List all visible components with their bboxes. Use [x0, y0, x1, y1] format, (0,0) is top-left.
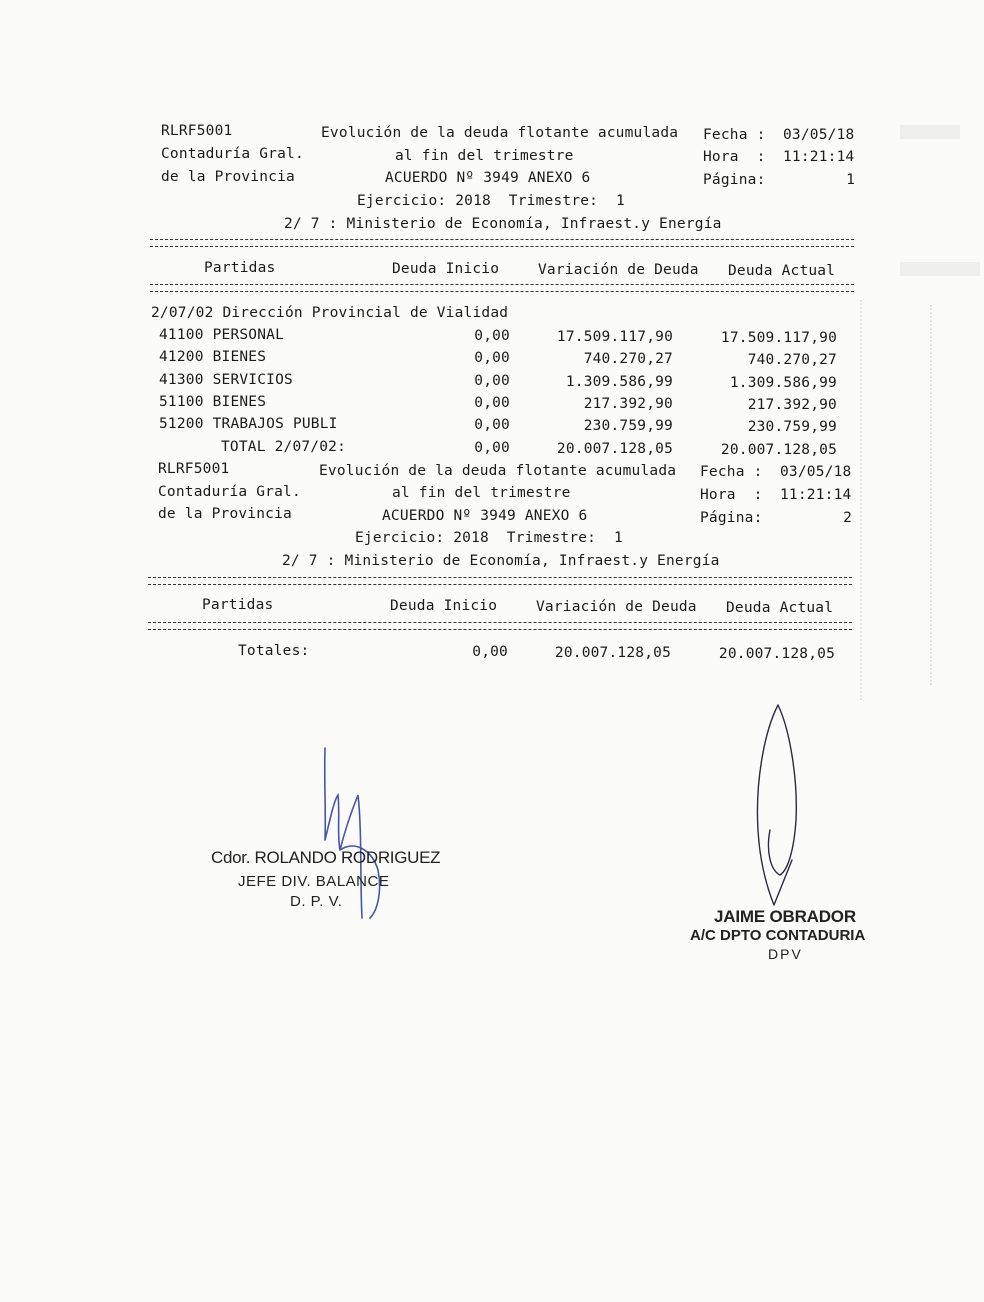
row-actual: 217.392,90	[747, 397, 837, 413]
col-partidas: Partidas	[202, 597, 274, 613]
row-variacion: 217.392,90	[583, 396, 673, 412]
pagina-value: 2	[843, 510, 852, 526]
total-variacion: 20.007.128,05	[556, 441, 673, 457]
fecha-value: 03/05/18	[783, 127, 855, 143]
fecha-label: Fecha :	[703, 127, 766, 143]
ejercicio-line: Ejercicio: 2018 Trimestre: 1	[355, 530, 623, 546]
row-actual: 17.509.117,90	[720, 330, 837, 346]
row-inicio: 0,00	[474, 373, 510, 389]
double-rule	[150, 239, 854, 247]
row-partida: 51200 TRABAJOS PUBLI	[159, 416, 338, 432]
pagina-value: 1	[846, 172, 855, 188]
section-title: 2/07/02 Dirección Provincial de Vialidad	[151, 305, 509, 321]
row-variacion: 1.309.586,99	[565, 374, 673, 390]
report-subtitle: al fin del trimestre	[395, 148, 574, 164]
total-label: TOTAL 2/07/02:	[221, 439, 347, 455]
total-actual: 20.007.128,05	[720, 442, 837, 458]
row-partida: 41100 PERSONAL	[159, 327, 285, 343]
total-inicio: 0,00	[474, 440, 510, 456]
signer-name: JAIME OBRADOR	[714, 907, 856, 926]
report-title: Evolución de la deuda flotante acumulada	[321, 125, 679, 141]
hora-value: 11:21:14	[780, 487, 852, 503]
row-partida: 51100 BIENES	[159, 394, 267, 410]
report-code: RLRF5001	[161, 123, 233, 139]
pagina-label: Página:	[703, 172, 766, 188]
col-variacion: Variación de Deuda	[538, 262, 699, 278]
row-variacion: 230.759,99	[583, 418, 673, 434]
col-variacion: Variación de Deuda	[536, 599, 697, 615]
ejercicio-line: Ejercicio: 2018 Trimestre: 1	[357, 193, 625, 209]
totales-label: Totales:	[238, 643, 310, 659]
signer-role: JEFE DIV. BALANCE	[238, 873, 390, 890]
double-rule	[148, 622, 852, 630]
signer-org: D. P. V.	[290, 893, 343, 910]
signer-role: A/C DPTO CONTADURIA	[690, 927, 866, 944]
row-variacion: 17.509.117,90	[556, 329, 673, 345]
totales-actual: 20.007.128,05	[718, 646, 835, 662]
signer-org: DPV	[768, 946, 803, 962]
report-code: RLRF5001	[158, 461, 230, 477]
totales-variacion: 20.007.128,05	[554, 645, 671, 661]
org-line-1: Contaduría Gral.	[158, 484, 301, 500]
fecha-value: 03/05/18	[780, 464, 852, 480]
org-line-2: de la Provincia	[158, 506, 292, 522]
col-deuda-inicio: Deuda Inicio	[392, 261, 500, 277]
col-deuda-actual: Deuda Actual	[726, 600, 834, 616]
report-subtitle: al fin del trimestre	[392, 485, 571, 501]
row-variacion: 740.270,27	[583, 351, 673, 367]
acuerdo-line: ACUERDO Nº 3949 ANEXO 6	[385, 170, 591, 186]
acuerdo-line: ACUERDO Nº 3949 ANEXO 6	[382, 508, 588, 524]
org-line-2: de la Provincia	[161, 169, 295, 185]
totales-inicio: 0,00	[472, 644, 508, 660]
row-actual: 230.759,99	[747, 419, 837, 435]
org-line-1: Contaduría Gral.	[161, 146, 304, 162]
col-deuda-inicio: Deuda Inicio	[390, 598, 498, 614]
fecha-label: Fecha :	[700, 464, 763, 480]
row-partida: 41300 SERVICIOS	[159, 372, 293, 388]
report-title: Evolución de la deuda flotante acumulada	[319, 463, 677, 479]
double-rule	[150, 284, 854, 292]
pagina-label: Página:	[700, 510, 763, 526]
col-partidas: Partidas	[204, 260, 276, 276]
row-actual: 1.309.586,99	[729, 375, 837, 391]
row-inicio: 0,00	[474, 350, 510, 366]
row-inicio: 0,00	[474, 417, 510, 433]
row-actual: 740.270,27	[747, 352, 837, 368]
signer-name: Cdor. ROLANDO RODRIGUEZ	[211, 848, 441, 867]
row-inicio: 0,00	[474, 328, 510, 344]
ministerio-line: 2/ 7 : Ministerio de Economía, Infraest.y Energía	[284, 216, 722, 232]
hora-label: Hora :	[703, 149, 766, 165]
double-rule	[148, 577, 852, 585]
row-partida: 41200 BIENES	[159, 349, 267, 365]
ministerio-line: 2/ 7 : Ministerio de Economía, Infraest.y Energía	[282, 553, 720, 569]
col-deuda-actual: Deuda Actual	[728, 263, 836, 279]
hora-value: 11:21:14	[783, 149, 855, 165]
hora-label: Hora :	[700, 487, 763, 503]
row-inicio: 0,00	[474, 395, 510, 411]
handwritten-signature-right	[740, 700, 820, 915]
